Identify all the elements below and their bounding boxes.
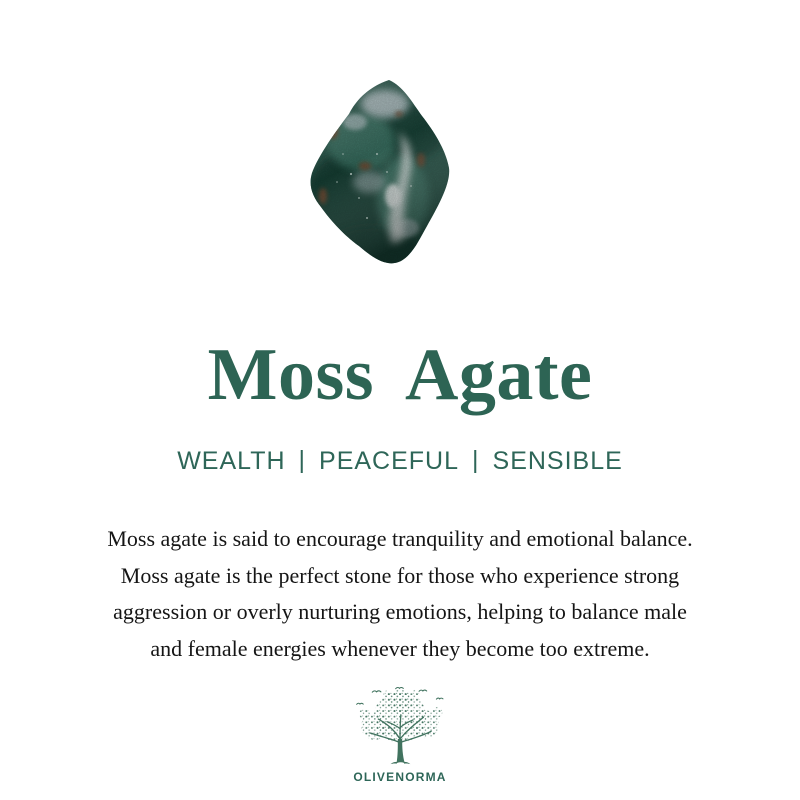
keyword-wealth: WEALTH bbox=[177, 447, 286, 475]
description-line: aggression or overly nurturing emotions, helping to balance male bbox=[113, 599, 687, 624]
moss-agate-stone-graphic bbox=[303, 78, 459, 270]
tree-trunk bbox=[390, 739, 410, 764]
page-title: Moss Agate bbox=[207, 334, 593, 416]
brand-logo bbox=[0, 687, 800, 784]
tree-of-life-icon bbox=[347, 687, 453, 765]
keyword-sensible: SENSIBLE bbox=[492, 447, 623, 475]
keyword-peaceful: PEACEFUL bbox=[319, 447, 460, 475]
separator-pipe: | bbox=[298, 446, 307, 474]
description-line: Moss agate is the perfect stone for those who experience strong bbox=[120, 562, 680, 588]
description-line: Moss agate is said to encourage tranquility and emotional balance. bbox=[107, 526, 693, 551]
description-paragraph bbox=[0, 521, 800, 667]
brand-name: OLIVENORMA bbox=[353, 770, 447, 784]
keyword-strip bbox=[0, 447, 800, 476]
description-line: and female energies whenever they become too extreme. bbox=[150, 635, 650, 661]
moss-agate-stone-image bbox=[303, 78, 459, 270]
separator-pipe: | bbox=[472, 446, 480, 474]
